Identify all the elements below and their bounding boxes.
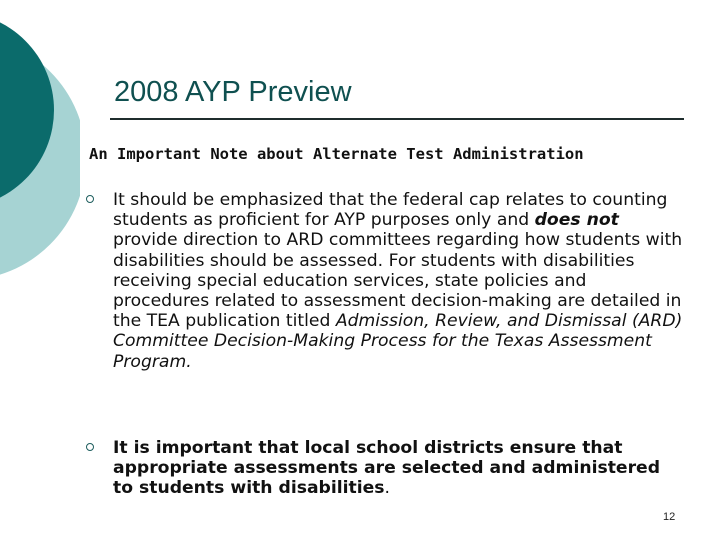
- bullet-text-part: It should be emphasized that the federal cap relates to counting students as proficient for AYP purposes only and: [113, 190, 668, 231]
- bullet-text: [113, 190, 683, 372]
- subtitle: An Important Note about Alternate Test Administration: [89, 145, 584, 163]
- decorative-circles: [0, 0, 80, 300]
- bullet-text: [113, 438, 683, 499]
- bullet-circle-icon: [86, 443, 94, 451]
- publication-title: Admission, Review, and Dismissal (ARD) Committee Decision-Making Process for the Texas Assessment Program.: [113, 311, 683, 372]
- bullet-text-part: provide direction to ARD committees regarding how students with disabilities should be assessed. For students with disabilities receiving special education services, state policies and procedures related to assessment decision-making are detailed in the TEA publication titled: [113, 230, 683, 332]
- page-title: 2008 AYP Preview: [114, 76, 352, 108]
- title-divider: [110, 118, 684, 120]
- bullet-text-end: .: [384, 478, 390, 499]
- bullet-circle-icon: [86, 195, 94, 203]
- page-number: 12: [663, 511, 676, 523]
- emphasis-text: does not: [534, 210, 619, 231]
- bullet-text-bold: It is important that local school districts ensure that appropriate assessments are selected and administered to students with disabilities: [113, 438, 661, 499]
